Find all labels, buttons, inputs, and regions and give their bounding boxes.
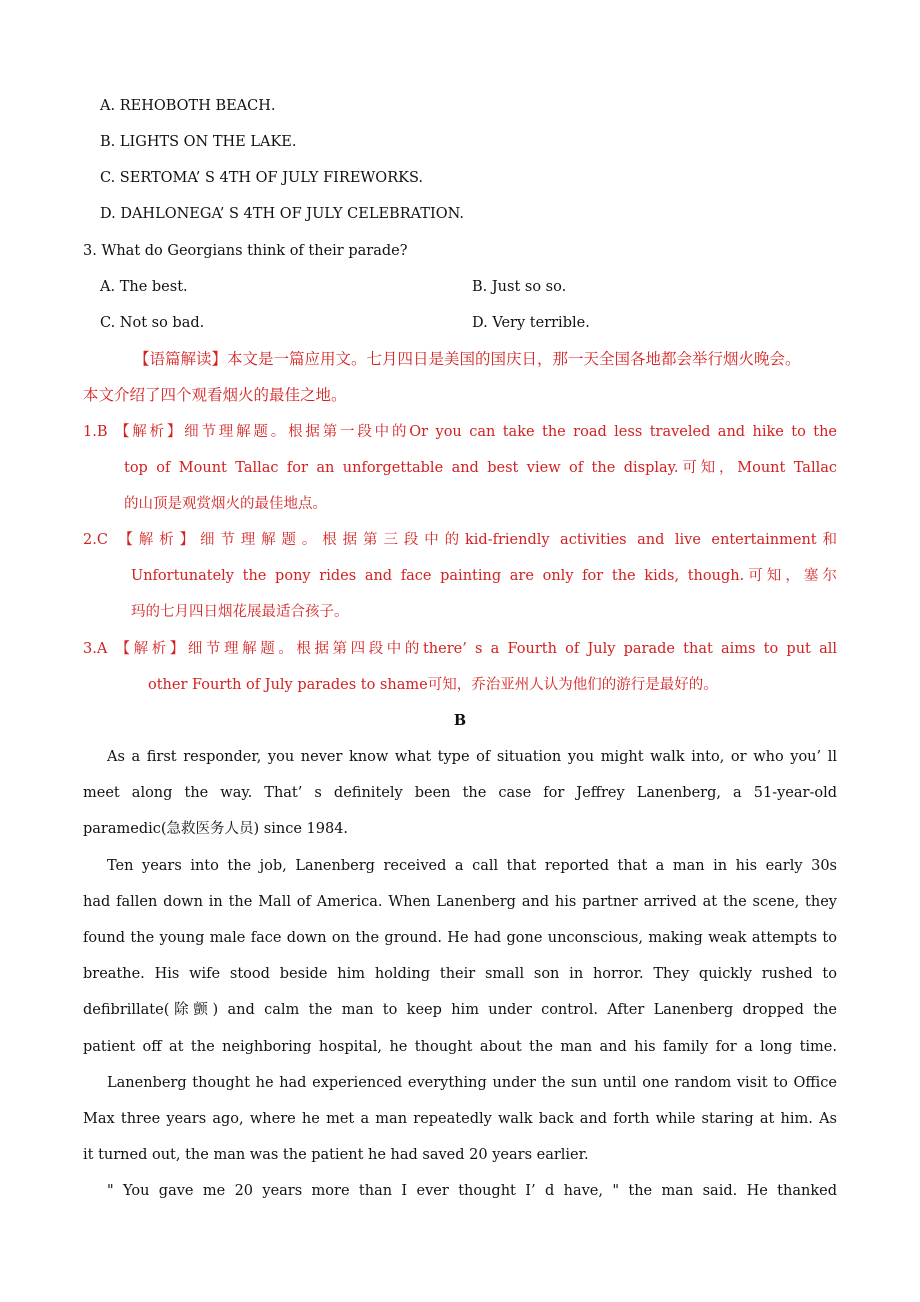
q3-option-b: B. Just so so. bbox=[472, 279, 567, 295]
paragraph-line: breathe. His wife stood beside him holding their small son in horror. They quickly rushed to bbox=[83, 966, 837, 982]
paragraph-line: paramedic(急救医务人员) since 1984. bbox=[83, 821, 349, 837]
paragraph-line: meet along the way. That’ s definitely been the case for Jeffrey Lanenberg, a 51-year-old bbox=[83, 785, 837, 801]
answer-1-line-3: 的山顶是观赏烟火的最佳地点。 bbox=[124, 496, 327, 512]
q3-option-d: D. Very terrible. bbox=[472, 315, 590, 331]
answer-3-line-1: 3.A 【解析】细节理解题。根据第四段中的there’ s a Fourth of July parade that aims to put all bbox=[83, 641, 837, 657]
answer-2-line-3: 玛的七月四日烟花展最适合孩子。 bbox=[131, 604, 349, 620]
q2-option-b: B. LIGHTS ON THE LAKE. bbox=[100, 134, 297, 150]
section-heading: B bbox=[453, 712, 467, 729]
paragraph-line: found the young male face down on the ground. He had gone unconscious, making weak attempts to bbox=[83, 930, 837, 946]
paragraph-line: Ten years into the job, Lanenberg received a call that reported that a man in his early 30s bbox=[107, 858, 837, 874]
paragraph-line: " You gave me 20 years more than I ever thought I’ d have, " the man said. He thanked bbox=[107, 1183, 837, 1199]
paragraph-line: had fallen down in the Mall of America. When Lanenberg and his partner arrived at the scene, they bbox=[83, 894, 837, 910]
q3-option-a: A. The best. bbox=[100, 279, 188, 295]
answer-2-line-1: 2.C 【解析】细节理解题。根据第三段中的kid-friendly activities and live entertainment和 bbox=[83, 532, 837, 548]
q2-option-d: D. DAHLONEGA’ S 4TH OF JULY CELEBRATION. bbox=[100, 206, 464, 222]
paragraph-line: defibrillate(除颤) and calm the man to keep him under control. After Lanenberg dropped the bbox=[83, 1002, 837, 1018]
answer-1-line-1: 1.B 【解析】细节理解题。根据第一段中的Or you can take the road less traveled and hike to the bbox=[83, 424, 837, 440]
q2-option-a: A. REHOBOTH BEACH. bbox=[100, 98, 276, 114]
q2-option-c: C. SERTOMA’ S 4TH OF JULY FIREWORKS. bbox=[100, 170, 423, 186]
paragraph-line: it turned out, the man was the patient he had saved 20 years earlier. bbox=[83, 1147, 589, 1163]
q3-option-c: C. Not so bad. bbox=[100, 315, 205, 331]
answer-3-line-2: other Fourth of July parades to shame可知，乔治亚州人认为他们的游行是最好的。 bbox=[148, 677, 718, 693]
passage-overview-line-2: 本文介绍了四个观看烟火的最佳之地。 bbox=[83, 386, 347, 404]
answer-2-line-2: Unfortunately the pony rides and face painting are only for the kids, though.可知，塞尔 bbox=[131, 568, 837, 584]
paragraph-line: Lanenberg thought he had experienced everything under the sun until one random visit to Office bbox=[107, 1075, 837, 1091]
paragraph-line: Max three years ago, where he met a man repeatedly walk back and forth while staring at him. As bbox=[83, 1111, 837, 1127]
paragraph-line: patient off at the neighboring hospital, he thought about the man and his family for a long time. bbox=[83, 1039, 837, 1055]
passage-overview-line-1: 【语篇解读】本文是一篇应用文。七月四日是美国的国庆日，那一天全国各地都会举行烟火晚会。 bbox=[134, 350, 801, 368]
answer-1-line-2: top of Mount Tallac for an unforgettable and best view of the display.可知，Mount Tallac bbox=[124, 460, 837, 476]
q3-stem: 3. What do Georgians think of their parade? bbox=[83, 243, 408, 259]
paragraph-line: As a first responder, you never know what type of situation you might walk into, or who you’ ll bbox=[107, 749, 837, 765]
